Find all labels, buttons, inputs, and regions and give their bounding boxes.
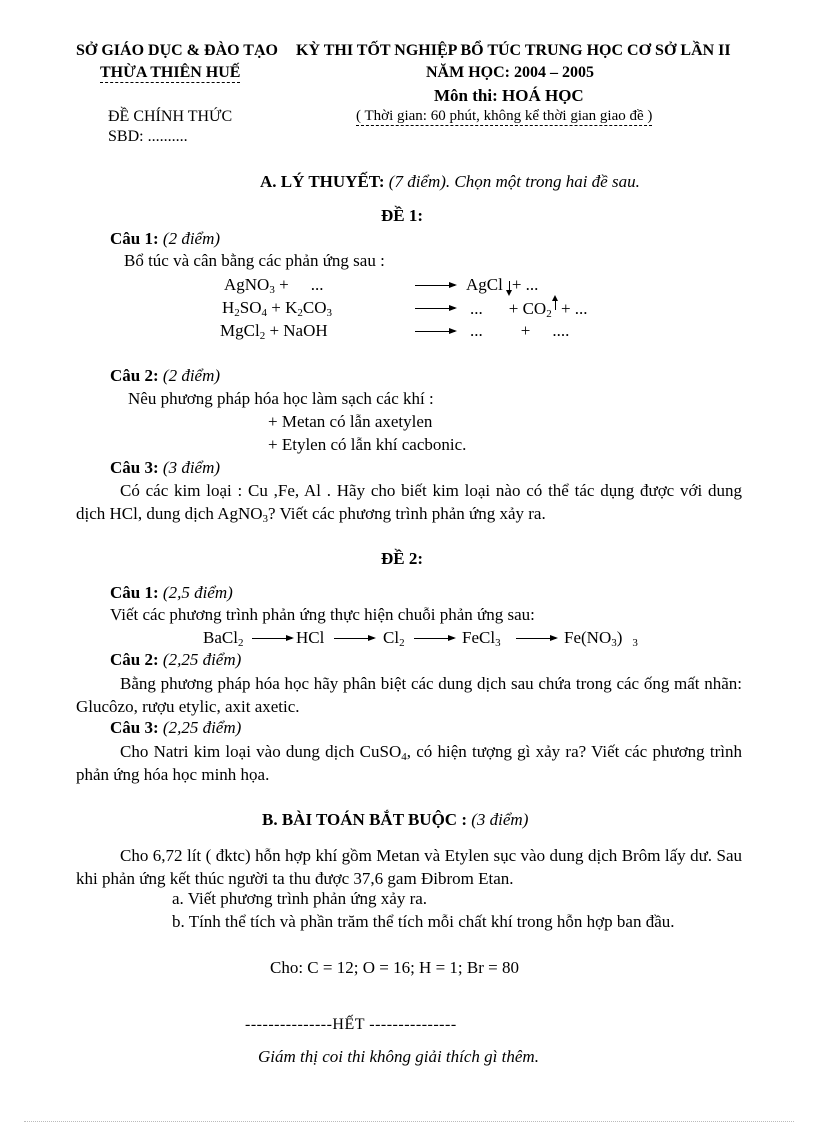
reaction-2-left: $H_2SO_4 + K_2CO_3$: [222, 298, 333, 319]
de2-q2-points: (2,25 điểm): [162, 650, 242, 669]
de1-q3-label: Câu 3:: [110, 458, 159, 477]
chain-fecl3: FeCl$_3$: [462, 628, 501, 649]
part-b-item-a: a. Viết phương trình phản ứng xảy ra.: [172, 889, 428, 908]
reaction-2-right: ... + $CO_2$ + ...: [470, 299, 588, 320]
reaction-1-left: AgNO$_3$ + ...: [224, 275, 324, 296]
footer-note: Giám thị coi thi không giải thích gì thêm.: [258, 1047, 539, 1066]
part-a-note: (7 điểm). Chọn một trong hai đề sau.: [388, 172, 640, 191]
chain-cl2: $Cl_2$: [383, 628, 405, 649]
de2-q3-points: (2,25 điểm): [162, 718, 242, 737]
de1-q2-heading: [110, 366, 220, 386]
de2-q2-heading: [110, 650, 241, 670]
reaction-3-left: MgCl$_2$ + NaOH: [220, 321, 328, 342]
reaction-2-arrow: [415, 308, 455, 309]
sbd-value: ..........: [147, 128, 188, 145]
de1-q1-text: Bổ túc và cân bằng các phản ứng sau :: [124, 251, 385, 270]
de1-q3-heading: [110, 458, 220, 478]
de1-q2-label: Câu 2:: [110, 366, 159, 385]
de2-q2-label: Câu 2:: [110, 650, 159, 669]
official-label: ĐỀ CHÍNH THỨC: [108, 108, 233, 125]
subject-line: [434, 86, 584, 106]
subject-label: Môn thi:: [434, 86, 498, 105]
de1-q2-points: (2 điểm): [162, 366, 221, 385]
part-a-title: A. LÝ THUYẾT:: [260, 172, 385, 191]
de1-q3-points: (3 điểm): [162, 458, 221, 477]
de2-q2-text: Bằng phương pháp hóa học hãy phân biệt các dung dịch sau chứa trong các ống mất nhãn: Glucôzo, rượu etylic, axit axetic.: [76, 674, 742, 716]
reaction-3-arrow: [415, 331, 455, 332]
page-edge-divider: [24, 1121, 794, 1122]
part-a-heading: [260, 172, 640, 192]
chain-arrow-1: [252, 638, 292, 639]
reaction-1-arrow: [415, 285, 455, 286]
part-b-item-b: b. Tính thể tích và phần trăm thể tích mỗi chất khí trong hỗn hợp ban đầu.: [172, 912, 675, 931]
chain-arrow-4: [516, 638, 556, 639]
de1-q1-label: Câu 1:: [110, 229, 159, 248]
de2-q1-points: (2,5 điểm): [162, 583, 233, 602]
part-b-points: (3 điểm): [471, 810, 529, 829]
gas-arrow-icon: [555, 298, 556, 310]
precipitate-arrow-icon: [509, 281, 510, 293]
sbd-label: SBD:: [108, 128, 144, 145]
part-b-text: Cho 6,72 lít ( đktc) hỗn hợp khí gồm Metan và Etylen sục vào dung dịch Brôm lấy dư. Sau khi phản ứng kết thúc người ta thu được 37,6 gam Đibrom Etan.: [76, 846, 742, 888]
de1-q1-heading: [110, 229, 220, 249]
de2-q1-label: Câu 1:: [110, 583, 159, 602]
time-note: ( Thời gian: 60 phút, không kể thời gian giao đề ): [356, 108, 653, 124]
chain-arrow-3: [414, 638, 454, 639]
part-b-title: B. BÀI TOÁN BẮT BUỘC :: [262, 810, 467, 829]
de1-title: ĐỀ 1:: [381, 206, 424, 225]
de2-q1-heading: [110, 583, 233, 603]
part-b-heading: [262, 810, 528, 830]
de2-q3-text: Cho Natri kim loại vào dung dịch CuSO$_4$, có hiện tượng gì xảy ra? Viết các phương trình phản ứng hóa học minh họa.: [76, 742, 743, 784]
chain-hcl: HCl: [296, 628, 325, 647]
de2-title: ĐỀ 2:: [381, 549, 424, 568]
de1-q3-text: Có các kim loại : Cu ,Fe, Al . Hãy cho biết kim loại nào có thể tác dụng được với dung dịch HCl, dung dịch AgNO$_3$? Viết các phương trình phản ứng xảy ra.: [76, 481, 742, 525]
school-year: NĂM HỌC: 2004 – 2005: [426, 64, 594, 81]
reaction-1-right: AgCl + ...: [466, 275, 539, 294]
chain-feno3: $Fe(NO_3)$ $_3$: [564, 628, 638, 649]
exam-title: KỲ THI TỐT NGHIỆP BỔ TÚC TRUNG HỌC CƠ SỞ LẦN II: [296, 42, 731, 59]
given-values: Cho: C = 12; O = 16; H = 1; Br = 80: [270, 958, 519, 977]
de2-q3-label: Câu 3:: [110, 718, 159, 737]
subject-name: HOÁ HỌC: [502, 86, 584, 105]
sbd-line: [108, 128, 188, 146]
de2-q3-heading: [110, 718, 241, 738]
de1-q2-item-2: + Etylen có lẫn khí cacbonic.: [268, 435, 467, 454]
de1-q2-item-1: + Metan có lẫn axetylen: [268, 412, 433, 431]
chain-arrow-2: [334, 638, 374, 639]
reaction-3-right: ... + ....: [470, 321, 570, 340]
de1-q2-text: Nêu phương pháp hóa học làm sạch các khí :: [128, 389, 434, 408]
province-name: THỪA THIÊN HUẾ: [100, 64, 241, 81]
de1-q1-points: (2 điểm): [162, 229, 221, 248]
department-name: SỞ GIÁO DỤC & ĐÀO TẠO: [76, 42, 278, 59]
end-mark: ---------------HẾT ---------------: [245, 1016, 457, 1033]
de2-q1-text: Viết các phương trình phản ứng thực hiện chuỗi phản ứng sau:: [110, 605, 535, 624]
chain-bacl2: BaCl$_2$: [203, 628, 244, 649]
